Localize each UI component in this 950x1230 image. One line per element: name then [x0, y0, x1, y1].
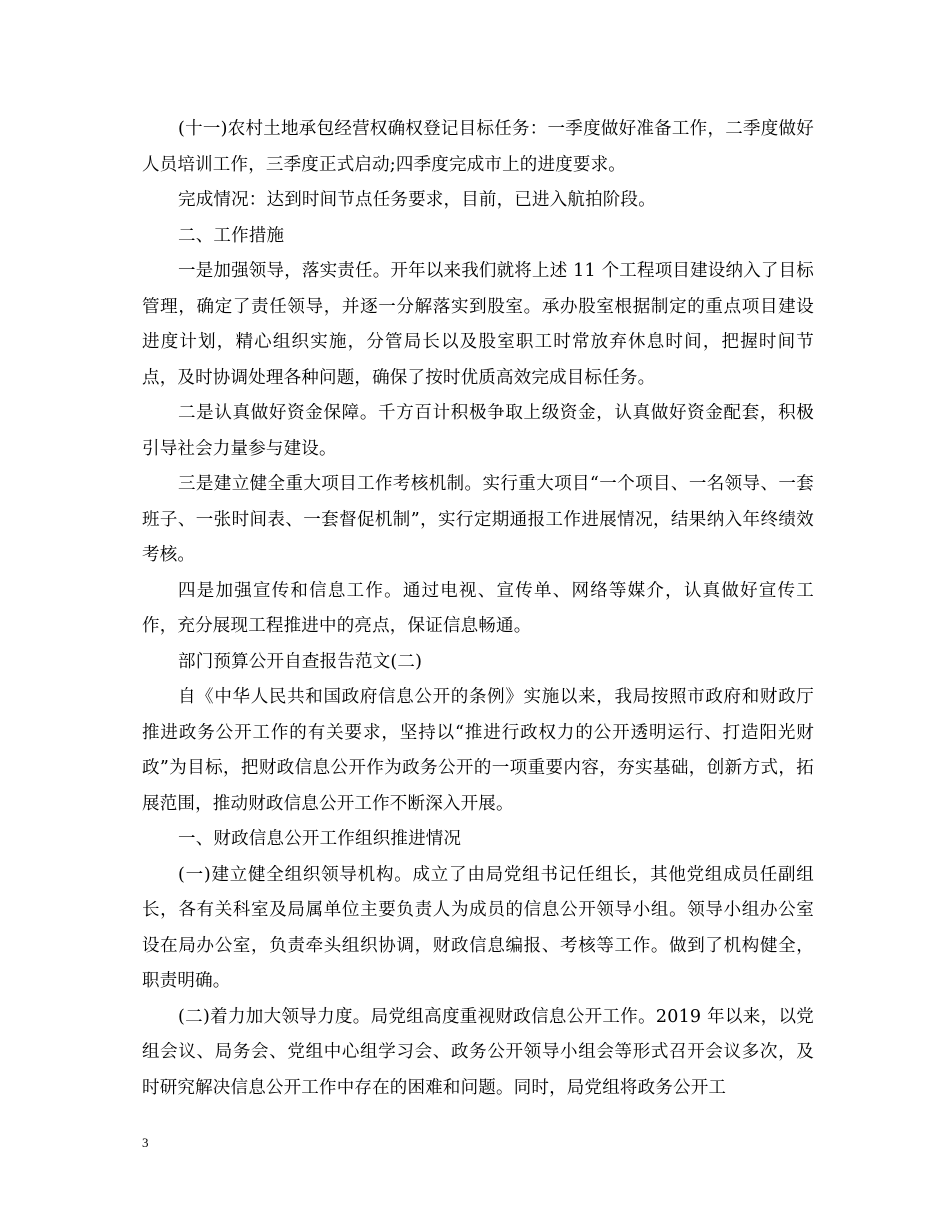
paragraph-measure-funding: 二是认真做好资金保障。千方百计积极争取上级资金，认真做好资金配套，积极引导社会力量参与建设。 [142, 403, 814, 459]
document-subtitle: 部门预算公开自查报告范文(二) [178, 651, 423, 672]
paragraph-measure-assessment: 三是建立健全重大项目工作考核机制。实行重大项目“一个项目、一名领导、一套班子、一张时间表、一套督促机制”，实行定期通报工作进展情况，结果纳入年终绩效考核。 [142, 474, 814, 565]
page-number: 3 [142, 1135, 149, 1150]
paragraph-introduction: 自《中华人民共和国政府信息公开的条例》实施以来，我局按照市政府和财政厅推进政务公开工作的有关要求，坚持以“推进行政权力的公开透明运行、打造阳光财政”为目标，把财政信息公开作为政务公开的一项重要内容，夯实基础，创新方式，拓展范围，推动财政信息公开工作不断深入开展。 [142, 687, 814, 814]
document-body [142, 112, 814, 1106]
paragraph-leading-group: (一)建立健全组织领导机构。成立了由局党组书记任组长，其他党组成员任副组长，各有关科室及局属单位主要负责人为成员的信息公开领导小组。领导小组办公室设在局办公室，负责牵头组织协调，财政信息编报、考核等工作。做到了机构健全，职责明确。 [142, 864, 814, 991]
paragraph-measure-leadership: 一是加强领导，落实责任。开年以来我们就将上述 11 个工程项目建设纳入了目标管理，确定了责任领导，并逐一分解落实到股室。承办股室根据制定的重点项目建设进度计划，精心组织实施，分管局长以及股室职工时常放弃休息时间，把握时间节点，及时协调处理各种问题，确保了按时优质高效完成目标任务。 [142, 261, 814, 388]
section-heading-organization: 一、财政信息公开工作组织推进情况 [178, 829, 462, 849]
paragraph-completion-status: 完成情况：达到时间节点任务要求，目前，已进入航拍阶段。 [178, 190, 656, 210]
paragraph-land-rights-task: (十一)农村土地承包经营权确权登记目标任务：一季度做好准备工作，二季度做好人员培训工作，三季度正式启动;四季度完成市上的进度要求。 [142, 119, 814, 175]
section-heading-work-measures: 二、工作措施 [178, 225, 285, 246]
paragraph-measure-publicity: 四是加强宣传和信息工作。通过电视、宣传单、网络等媒介，认真做好宣传工作，充分展现工程推进中的亮点，保证信息畅通。 [142, 580, 814, 636]
paragraph-leadership-strength: (二)着力加大领导力度。局党组高度重视财政信息公开工作。2019 年以来，以党组会议、局务会、党组中心组学习会、政务公开领导小组会等形式召开会议多次，及时研究解决信息公开工作中存在的困难和问题。同时，局党组将政务公开工 [142, 1006, 814, 1098]
